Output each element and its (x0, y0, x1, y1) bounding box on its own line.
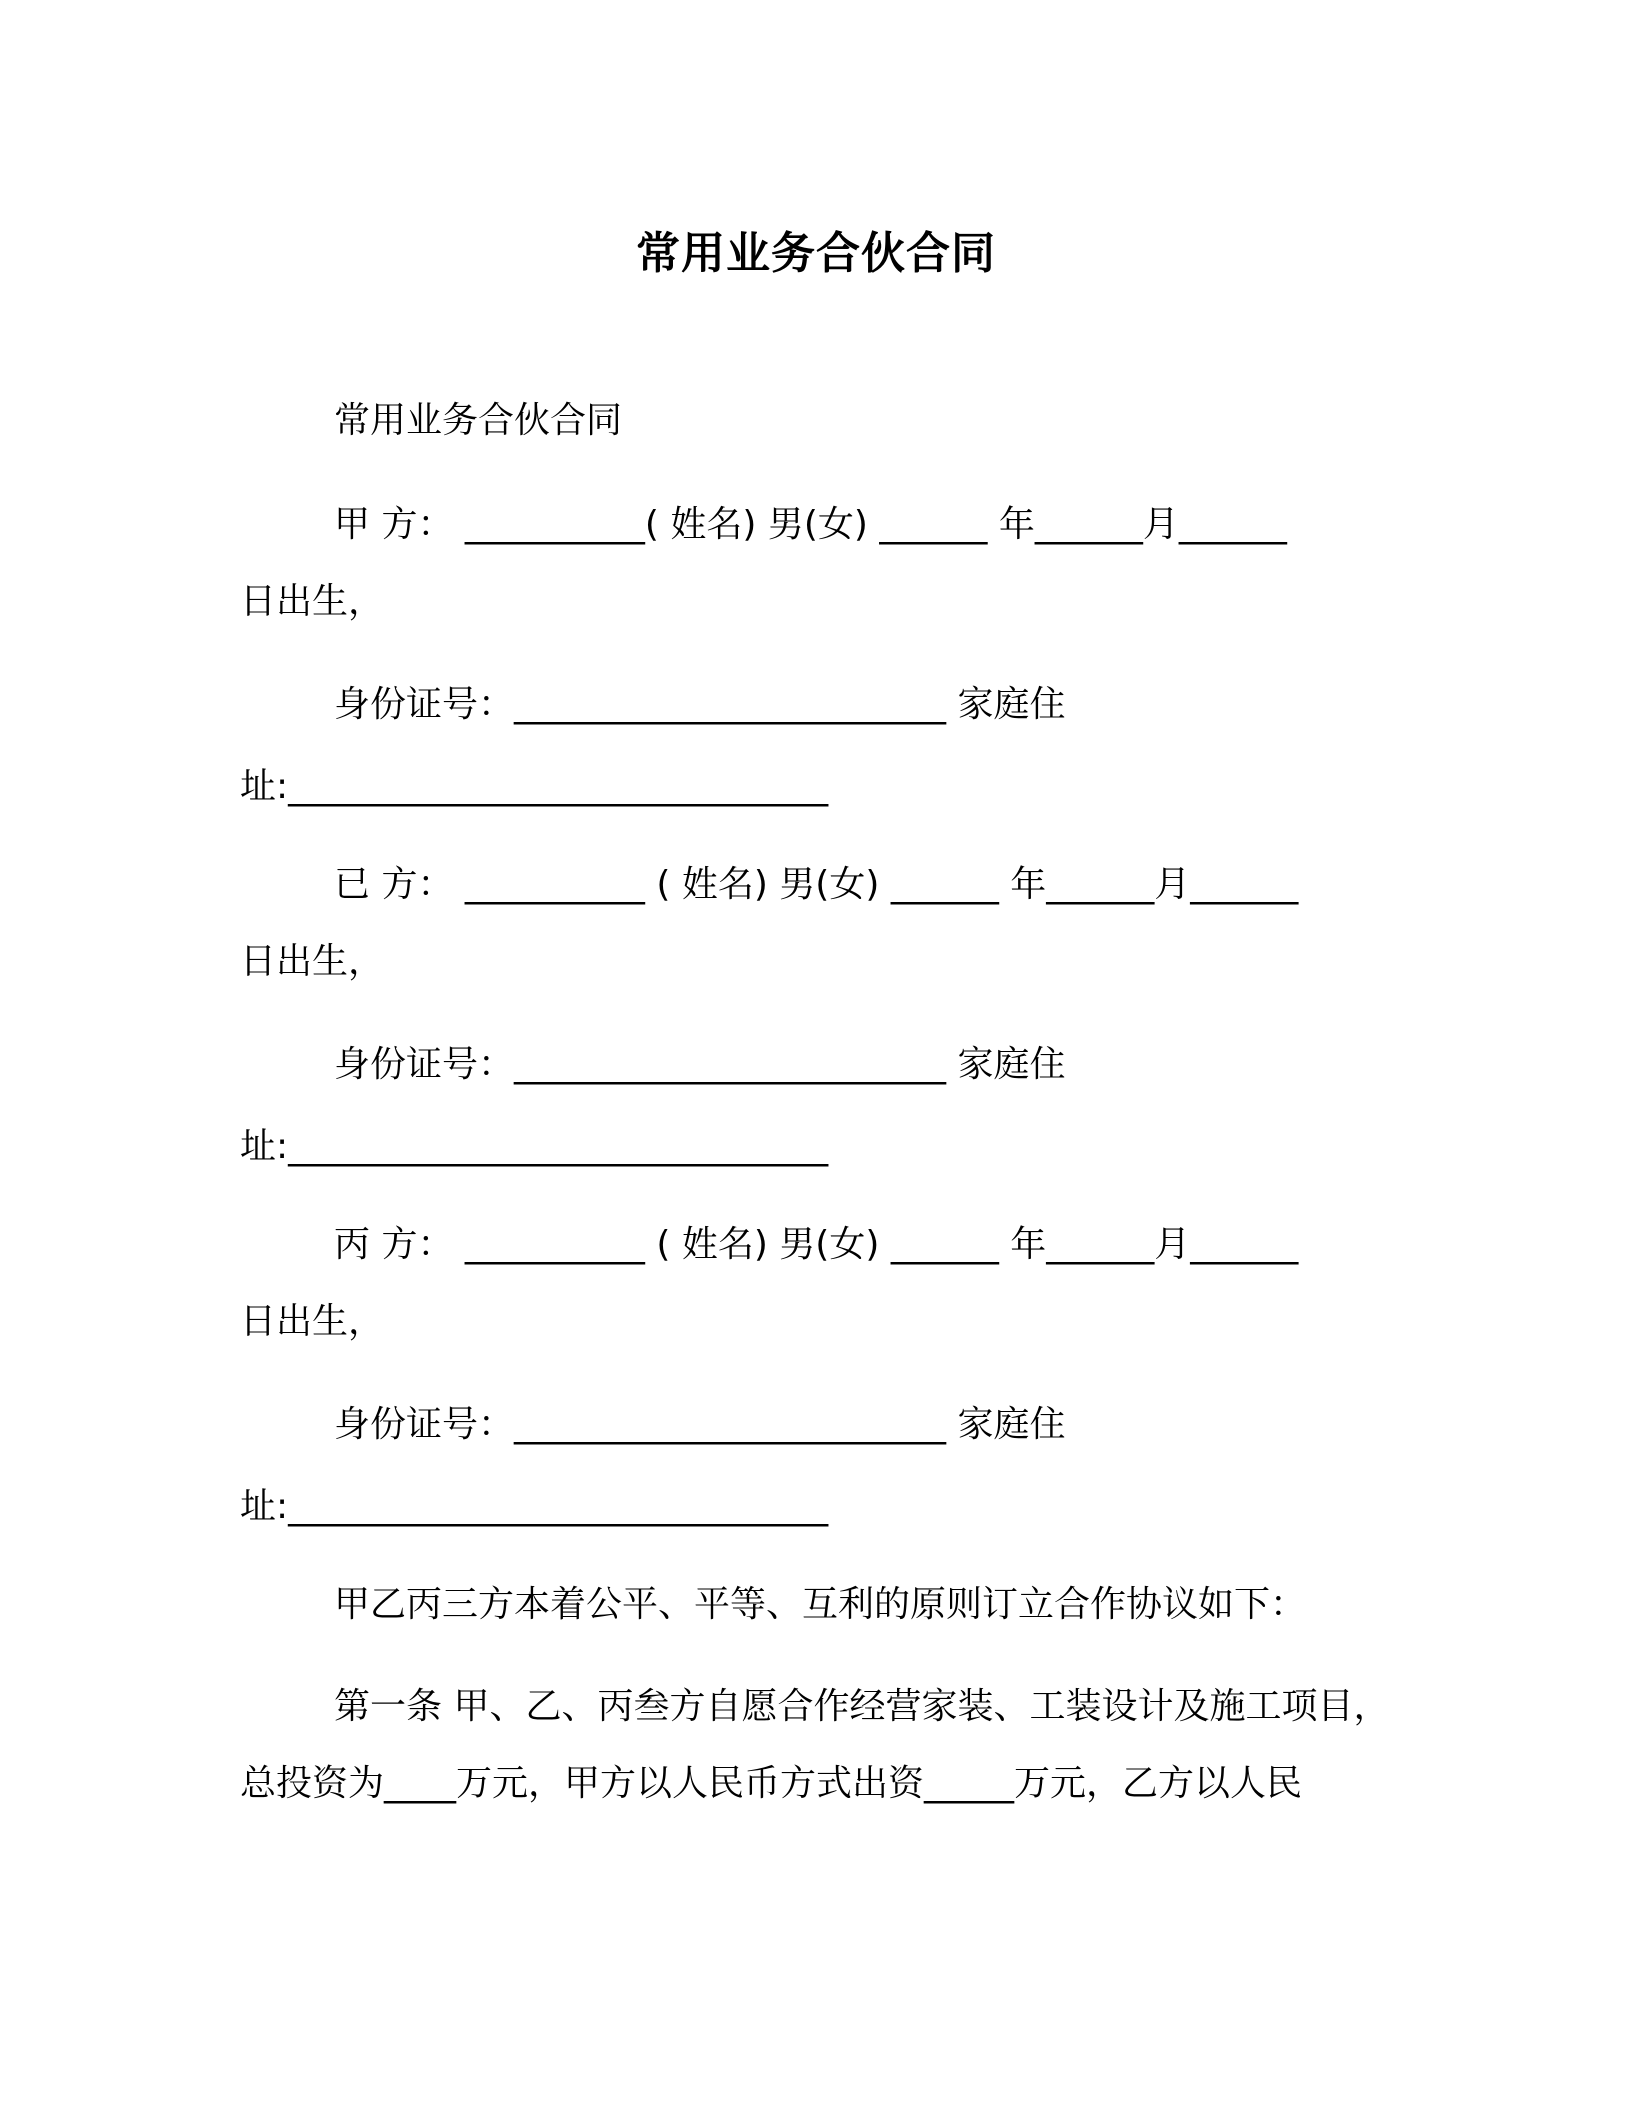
party-b-address-line: 址:______________________________ (240, 1126, 829, 1167)
party-a-birth-line: 日出生， (240, 581, 385, 622)
party-a-line: 甲 方： __________( 姓名) 男(女) ______ 年______月______ (334, 504, 1287, 545)
party-b-birth-line: 日出生， (240, 941, 385, 982)
party-c-birth-line: 日出生， (240, 1301, 385, 1342)
party-a-id-line: 身份证号：________________________ 家庭住 (334, 684, 1066, 725)
document-title: 常用业务合伙合同 (636, 228, 996, 279)
party-a-address-line: 址:______________________________ (240, 766, 829, 807)
party-b-id-line: 身份证号：________________________ 家庭住 (334, 1044, 1066, 1085)
agreement-intro: 甲乙丙三方本着公平、平等、互利的原则订立合作协议如下： (334, 1584, 1307, 1625)
party-c-address-line: 址:______________________________ (240, 1486, 829, 1527)
article-1-line-1: 第一条 甲、乙、丙叁方自愿合作经营家装、工装设计及施工项目， (334, 1686, 1390, 1727)
party-c-id-line: 身份证号：________________________ 家庭住 (334, 1404, 1066, 1445)
party-c-line: 丙 方： __________ ( 姓名) 男(女) ______ 年______月______ (334, 1224, 1299, 1265)
party-b-line: 已 方： __________ ( 姓名) 男(女) ______ 年______月______ (334, 864, 1299, 905)
article-1-line-2: 总投资为____万元，甲方以人民币方式出资_____万元，乙方以人民 (240, 1763, 1303, 1804)
document-subtitle: 常用业务合伙合同 (334, 400, 623, 441)
